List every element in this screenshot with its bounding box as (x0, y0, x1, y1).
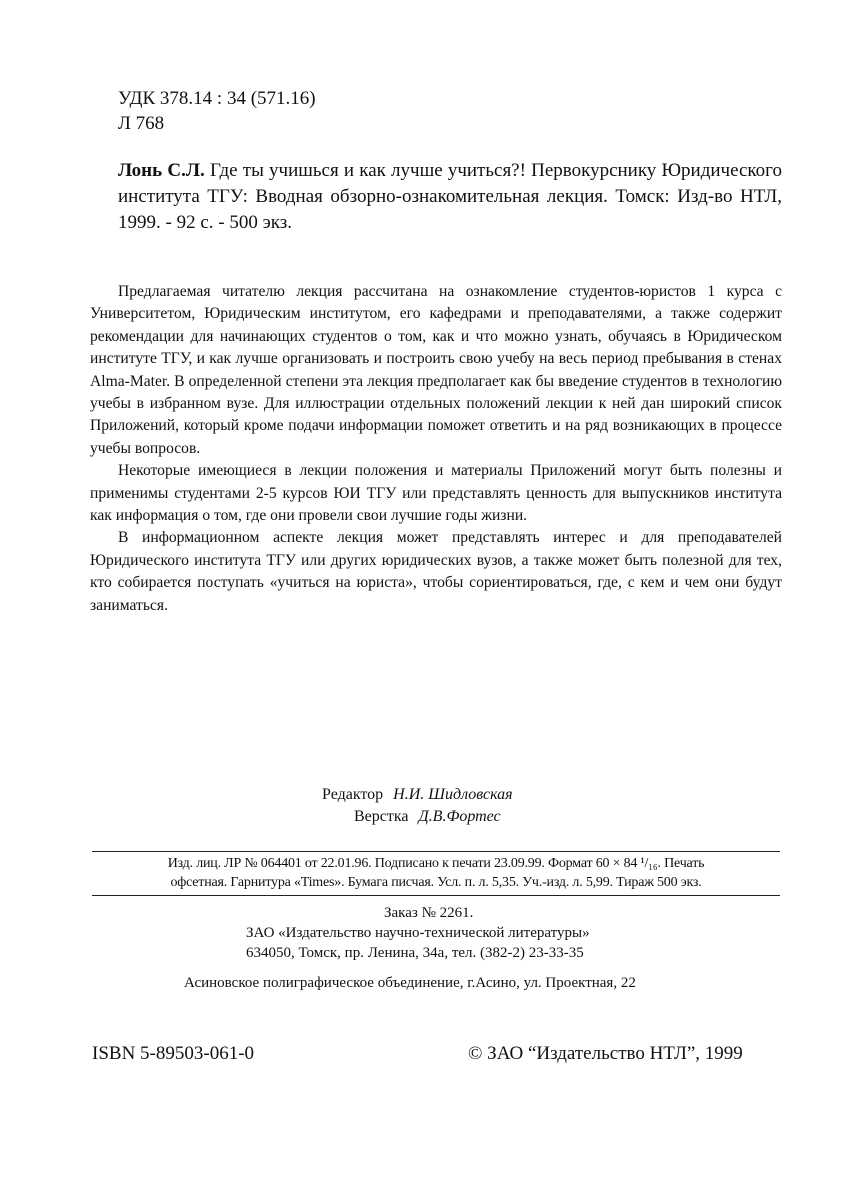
editor-line (322, 784, 513, 806)
bibliographic-text: Где ты учишься и как лучше учиться?! Первокурснику Юридического института ТГУ: Вводная обзорно-ознакомительная лекция. Томск: Изд-во НТЛ, 1999. - 92 с. - 500 экз. (118, 160, 783, 233)
credits (322, 784, 513, 828)
udk-code: УДК 378.14 : 34 (571.16) (118, 88, 316, 109)
printer-info: Асиновское полиграфическое объединение, г.Асино, ул. Проектная, 22 (184, 975, 636, 991)
layout-line (354, 806, 513, 828)
publisher-address: 634050, Томск, пр. Ленина, 34а, тел. (382-2) 23-33-35 (246, 945, 584, 961)
isbn: ISBN 5-89503-061-0 (92, 1043, 255, 1064)
editor-label: Редактор (322, 786, 384, 803)
layout-label: Верстка (354, 808, 409, 825)
editor-name: Н.И. Шидловская (393, 786, 513, 803)
abstract (90, 281, 782, 617)
bibliographic-record (118, 158, 782, 236)
printing-info (92, 851, 780, 896)
author-mark: Л 768 (118, 113, 165, 134)
printing-info-line: Изд. лиц. ЛР № 064401 от 22.01.96. Подписано к печати 23.09.99. Формат 60 × 84 ¹/₁₆. Печать (167, 856, 705, 871)
author-name: Лонь С.Л. (118, 160, 205, 181)
layout-name: Д.В.Фортес (418, 808, 501, 825)
abstract-paragraph: Предлагаемая читателю лекция рассчитана на ознакомление студентов-юристов 1 курса с Университетом, Юридическим институтом, его кафедрами и преподавателями, а также содержит рекомендации для начинающих студентов о том, как и что можно узнать, обучаясь в Юридическом институте ТГУ, и как лучше организовать и построить свою учебу на весь период пребывания в стенах Alma-Mater. В определенной степени эта лекция предполагает как бы введение студентов в технологию учебы в избранном вузе. Для иллюстрации отдельных положений лекции к ней дан широкий список Приложений, который кроме подачи информации поможет ответить и на ряд возникающих в процессе учебы вопросов. (90, 283, 782, 457)
printing-info-line: офсетная. Гарнитура «Times». Бумага писчая. Усл. п. л. 5,35. Уч.-изд. л. 5,99. Тираж 500 экз. (170, 875, 702, 890)
publisher-name: ЗАО «Издательство научно-технической литературы» (246, 925, 590, 941)
order-number: Заказ № 2261. (384, 905, 474, 921)
abstract-paragraph: Некоторые имеющиеся в лекции положения и материалы Приложений могут быть полезны и применимы студентами 2-5 курсов ЮИ ТГУ или представлять ценность для выпускников института как информация о том, где они провели свои лучшие годы жизни. (90, 462, 782, 525)
copyright: © ЗАО “Издательство НТЛ”, 1999 (468, 1043, 743, 1064)
publisher-block (246, 903, 590, 963)
abstract-paragraph: В информационном аспекте лекция может представлять интерес и для преподавателей Юридического института ТГУ или других юридических вузов, а также может быть полезной для тех, кто собирается поступать «учиться на юриста», чтобы сориентироваться, где, с кем и чем они будут заниматься. (90, 529, 782, 614)
udk-block (118, 86, 316, 136)
